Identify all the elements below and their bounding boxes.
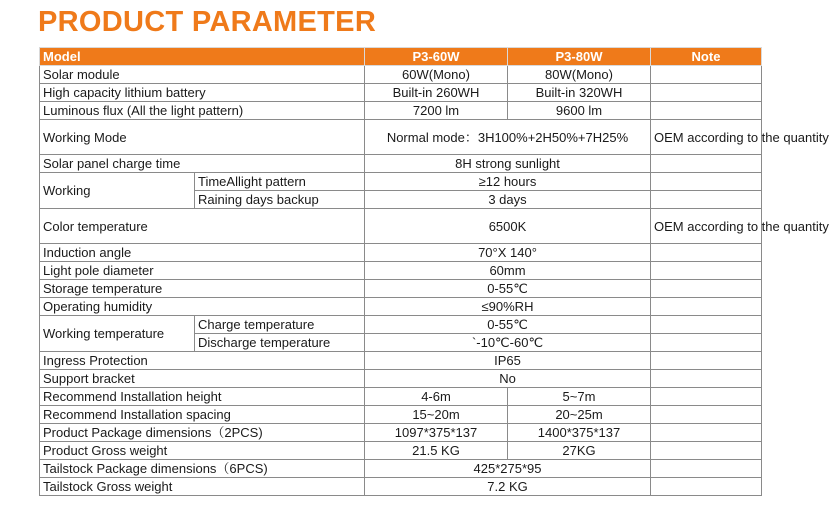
cell-note [651, 244, 762, 262]
row-label: Product Package dimensions（2PCS) [40, 424, 365, 442]
cell-value: 70°X 140° [365, 244, 651, 262]
header-note: Note [651, 48, 762, 66]
cell-note [651, 424, 762, 442]
cell-p60: 15~20m [365, 406, 508, 424]
table-row [40, 209, 762, 244]
table-row [40, 280, 762, 298]
cell-note [651, 191, 762, 209]
sub-label: Raining days backup [195, 191, 365, 209]
row-label: Induction angle [40, 244, 365, 262]
cell-note [651, 298, 762, 316]
table-row [40, 424, 762, 442]
cell-note [651, 262, 762, 280]
table-row [40, 84, 762, 102]
row-label: Tailstock Gross weight [40, 478, 365, 496]
cell-note [651, 478, 762, 496]
cell-p80: 9600 lm [508, 102, 651, 120]
table-row [40, 370, 762, 388]
row-label: Working temperature [40, 316, 195, 352]
cell-value: 0-55℃ [365, 316, 651, 334]
row-label: Product Gross weight [40, 442, 365, 460]
table-row [40, 102, 762, 120]
page-title: PRODUCT PARAMETER [38, 6, 377, 38]
cell-value: ≤90%RH [365, 298, 651, 316]
row-label: Recommend Installation height [40, 388, 365, 406]
cell-p80: 80W(Mono) [508, 66, 651, 84]
row-label: Recommend Installation spacing [40, 406, 365, 424]
table-row [40, 388, 762, 406]
cell-p80: 1400*375*137 [508, 424, 651, 442]
cell-value: No [365, 370, 651, 388]
cell-note [651, 280, 762, 298]
product-parameter-table [39, 47, 829, 496]
row-label: Luminous flux (All the light pattern) [40, 102, 365, 120]
cell-value: 425*275*95 [365, 460, 651, 478]
sub-label: Charge temperature [195, 316, 365, 334]
cell-note [651, 102, 762, 120]
table-header-row [40, 48, 762, 66]
cell-p60: 21.5 KG [365, 442, 508, 460]
row-label: Solar panel charge time [40, 155, 365, 173]
row-label: Light pole diameter [40, 262, 365, 280]
cell-p80: 27KG [508, 442, 651, 460]
cell-value: 3 days [365, 191, 651, 209]
cell-note [651, 316, 762, 334]
cell-note [651, 352, 762, 370]
cell-note: OEM according to the quantity [651, 120, 762, 155]
cell-note [651, 155, 762, 173]
row-label: Ingress Protection [40, 352, 365, 370]
cell-note [651, 406, 762, 424]
cell-note [651, 66, 762, 84]
table-row [40, 406, 762, 424]
cell-value: 8H strong sunlight [365, 155, 651, 173]
cell-value: `-10℃-60℃ [365, 334, 651, 352]
cell-note [651, 84, 762, 102]
table-row [40, 478, 762, 496]
row-label: Working Mode [40, 120, 365, 155]
cell-note [651, 388, 762, 406]
cell-note [651, 173, 762, 191]
sub-label: Discharge temperature [195, 334, 365, 352]
cell-value: ≥12 hours [365, 173, 651, 191]
cell-p80: 5~7m [508, 388, 651, 406]
row-label: Operating humidity [40, 298, 365, 316]
cell-note [651, 442, 762, 460]
table-row [40, 316, 762, 334]
row-label: High capacity lithium battery [40, 84, 365, 102]
cell-value: 60mm [365, 262, 651, 280]
row-label: Storage temperature [40, 280, 365, 298]
cell-value: IP65 [365, 352, 651, 370]
cell-value: 6500K [365, 209, 651, 244]
cell-p80: 20~25m [508, 406, 651, 424]
row-label: Color temperature [40, 209, 365, 244]
table-row [40, 262, 762, 280]
table-row [40, 442, 762, 460]
table-row [40, 173, 762, 191]
table-row [40, 460, 762, 478]
cell-p60: 60W(Mono) [365, 66, 508, 84]
row-label: Solar module [40, 66, 365, 84]
row-label: Support bracket [40, 370, 365, 388]
cell-note: OEM according to the quantity [651, 209, 762, 244]
cell-p60: 7200 lm [365, 102, 508, 120]
cell-p60: Built-in 260WH [365, 84, 508, 102]
cell-note [651, 460, 762, 478]
cell-value: Normal mode：3H100%+2H50%+7H25% [365, 120, 651, 155]
cell-p80: Built-in 320WH [508, 84, 651, 102]
row-label: Tailstock Package dimensions（6PCS) [40, 460, 365, 478]
cell-note [651, 334, 762, 352]
table-row [40, 155, 762, 173]
table-row [40, 244, 762, 262]
table-row [40, 352, 762, 370]
sub-label: TimeAllight pattern [195, 173, 365, 191]
header-model: Model [40, 48, 365, 66]
table-row [40, 298, 762, 316]
cell-value: 7.2 KG [365, 478, 651, 496]
row-label: Working [40, 173, 195, 209]
header-p3-80w: P3-80W [508, 48, 651, 66]
header-p3-60w: P3-60W [365, 48, 508, 66]
cell-value: 0-55℃ [365, 280, 651, 298]
cell-note [651, 370, 762, 388]
cell-p60: 4-6m [365, 388, 508, 406]
table-row [40, 66, 762, 84]
table-row [40, 120, 762, 155]
cell-p60: 1097*375*137 [365, 424, 508, 442]
